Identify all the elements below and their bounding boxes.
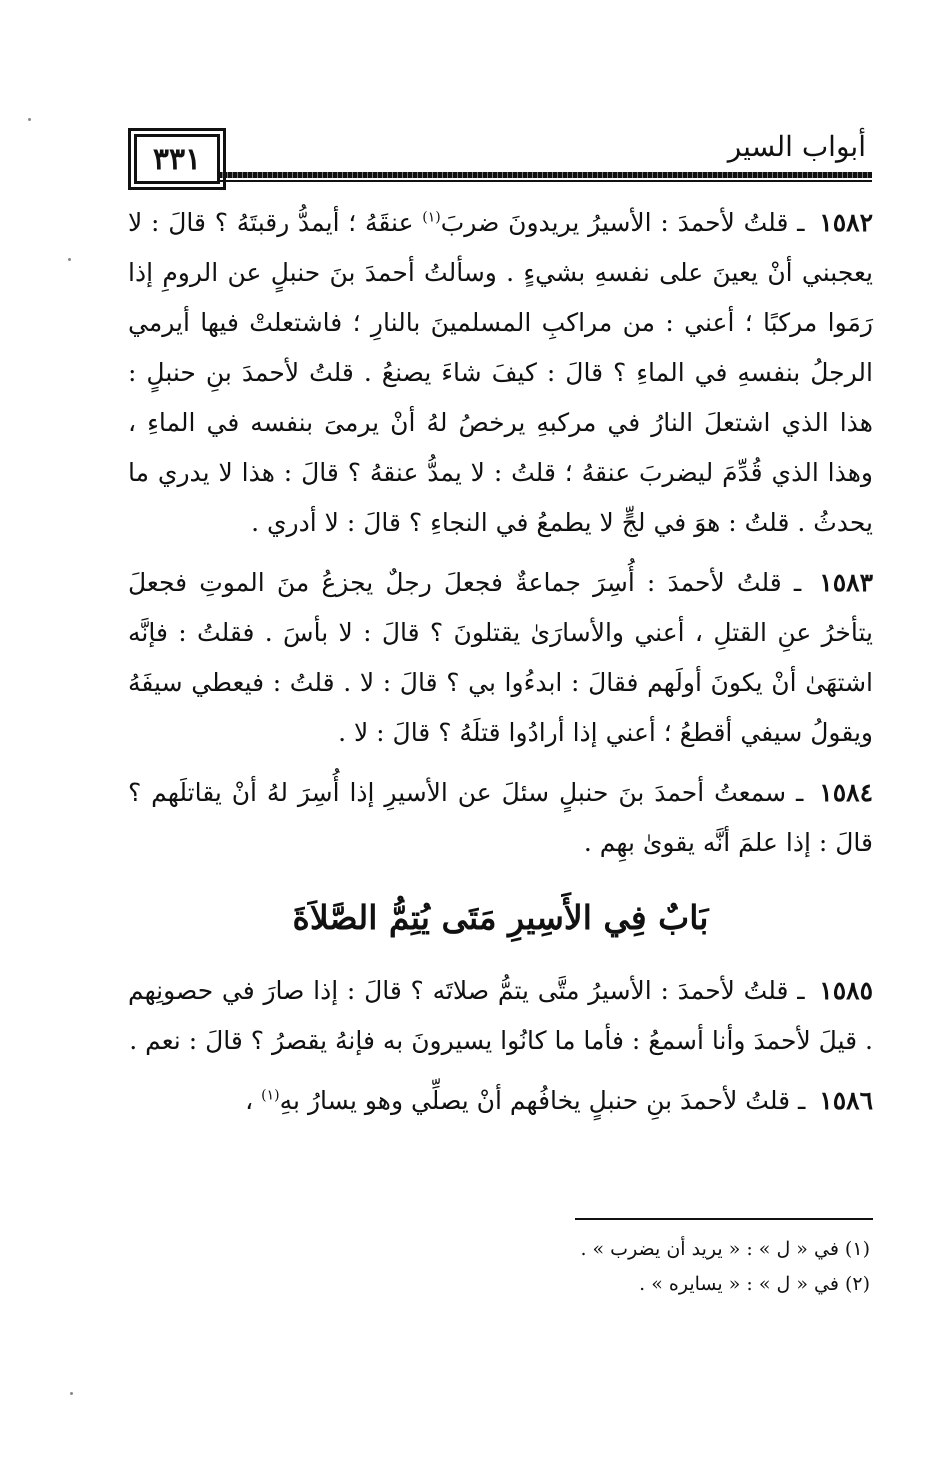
footnote-1: (١) في « ل » : « يريد أن يضرب » . [580, 1238, 870, 1260]
paragraph-number: ١٥٨٤ [819, 778, 873, 807]
footnotes [420, 1232, 870, 1302]
paragraph-number: ١٥٨٣ [819, 568, 873, 597]
footnote-mark: (١) [261, 1087, 280, 1104]
header-rule-line [220, 180, 872, 182]
paragraph-1582 [128, 198, 873, 548]
paragraph-text: ـ قلتُ لأحمدَ : الأسيرُ متَّى يتمُّ صلاتَه ؟ قالَ : إذا صارَ في حصونِهم . قيلَ لأحمدَ وأنا أسمعُ : فأما ما كانُوا يسيرونَ به فإنهُ يقصرُ ؟ قالَ : نعم . [128, 976, 873, 1055]
paragraph-number: ١٥٨٢ [819, 208, 873, 237]
paragraph-text: ـ سمعتُ أحمدَ بنَ حنبلٍ سئلَ عن الأسيرِ إذا أُسِرَ لهُ أنْ يقاتلَهم ؟ قالَ : إذا علمَ أنَّه يقوىٰ بهِم . [128, 778, 873, 857]
running-title: أبواب السير [727, 130, 866, 163]
scan-speck [70, 1392, 73, 1395]
paragraph-1583 [128, 558, 873, 758]
footnote-separator [575, 1218, 873, 1220]
paragraph-1585 [128, 966, 873, 1066]
header-rule [220, 172, 872, 178]
footnote-mark: (١) [422, 209, 441, 226]
paragraph-text-continued: ، [245, 1086, 262, 1115]
page-header [120, 118, 872, 190]
paragraph-number: ١٥٨٦ [819, 1086, 873, 1115]
paragraph-1584 [128, 768, 873, 868]
paragraph-text: ـ قلتُ لأحمدَ : الأسيرُ يريدونَ ضربَ [440, 208, 805, 237]
chapter-heading: بَابٌ فِي الأَسِيرِ مَتَى يُتِمُّ الصَّلاَةَ [292, 898, 709, 937]
scan-speck [28, 118, 31, 121]
paragraph-1586 [128, 1076, 873, 1126]
page-number: ٣٣١ [128, 128, 226, 190]
paragraph-text: ـ قلتُ لأحمدَ بنِ حنبلٍ يخافُهم أنْ يصلِّي وهو يسارُ بهِ [279, 1086, 806, 1115]
paragraph-number: ١٥٨٥ [819, 976, 873, 1005]
scan-speck [68, 258, 71, 261]
paragraph-text: ـ قلتُ لأحمدَ : أُسِرَ جماعةٌ فجعلَ رجلٌ يجزعُ منَ الموتِ فجعلَ يتأخرُ عنِ القتلِ ، أعني والأسارَىٰ يقتلونَ ؟ قالَ : لا بأسَ . فقلتُ : فإنَّه اشتهَىٰ أنْ يكونَ أولَهم فقالَ : ابدءُوا بي ؟ قالَ : لا . قلتُ : فيعطي سيفَهُ ويقولُ سيفي أقطعُ ؛ أعني إذا أرادُوا قتلَهُ ؟ قالَ : لا . [128, 568, 873, 747]
paragraph-text-continued: عنقَهُ ؛ أيمدُّ رقبتَهُ ؟ قالَ : لا يعجبني أنْ يعينَ على نفسهِ بشيءٍ . وسألتُ أحمدَ بنَ حنبلٍ عن الرومِ إذا رَمَوا مركبًا ؛ أعني : من مراكبِ المسلمينَ بالنارِ ؛ فاشتعلتْ فيها أيرمي الرجلُ بنفسهِ في الماءِ ؟ قالَ : كيفَ شاءَ يصنعُ . قلتُ لأحمدَ بنِ حنبلٍ : هذا الذي اشتعلَ النارُ في مركبهِ يرخصُ لهُ أنْ يرمىَ بنفسه في الماءِ ، وهذا الذي قُدِّمَ ليضربَ عنقهُ ؛ قلتُ : لا يمدُّ عنقهُ ؟ قالَ : هذا لا يدري ما يحدثُ . قلتُ : هوَ في لجٍّ لا يطمعُ في النجاءِ ؟ قالَ : لا أدري . [128, 208, 873, 537]
footnote-2: (٢) في « ل » : « يسايره » . [639, 1273, 870, 1295]
main-text [128, 198, 873, 1136]
